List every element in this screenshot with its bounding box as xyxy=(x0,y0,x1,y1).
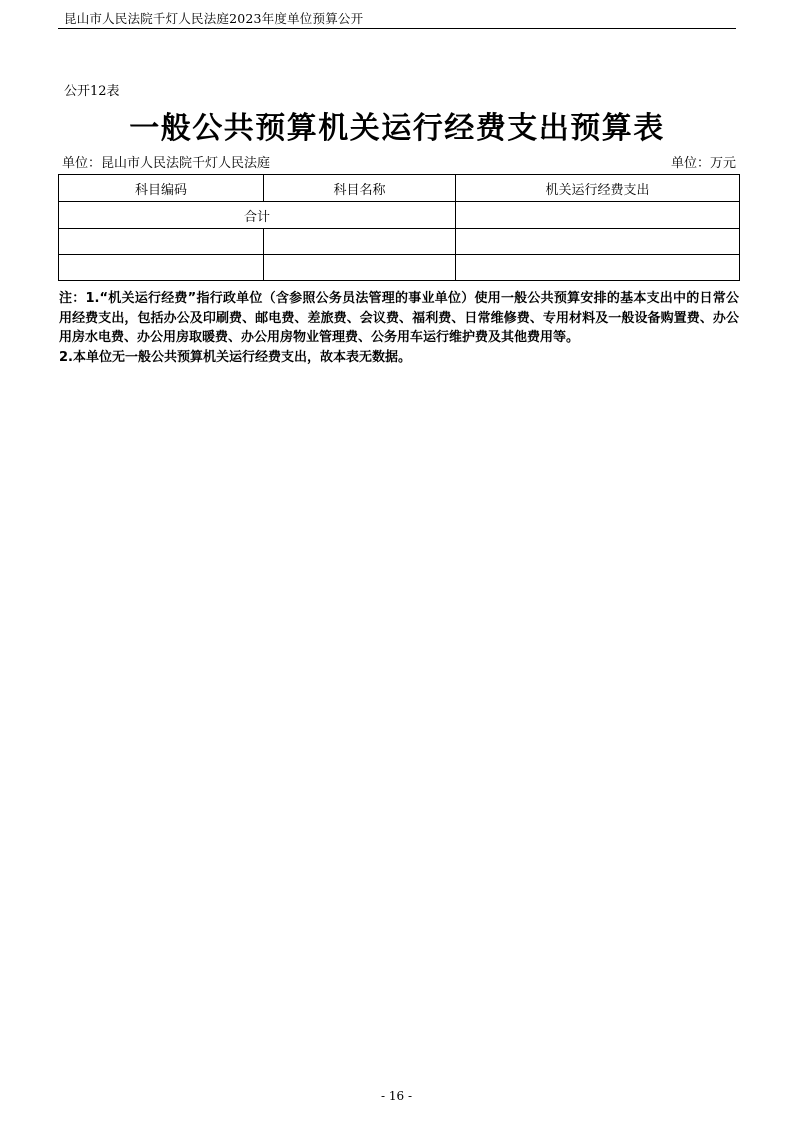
page-number: - 16 - xyxy=(380,1089,412,1103)
note-2: 2.本单位无一般公共预算机关运行经费支出，故本表无数据。 xyxy=(59,349,411,365)
table-row xyxy=(59,229,740,255)
page-title: 一般公共预算机关运行经费支出预算表 xyxy=(129,111,665,146)
table-notes xyxy=(59,289,739,367)
unit-name: 单位：昆山市人民法院千灯人民法庭 xyxy=(62,156,271,171)
table-cell xyxy=(59,229,264,255)
total-value xyxy=(456,202,740,229)
table-cell xyxy=(264,255,456,281)
note-1: 注：1.“机关运行经费”指行政单位（含参照公务员法管理的事业单位）使用一般公共预算安排的基本支出中的日常公用经费支出，包括办公及印刷费、邮电费、差旅费、会议费、福利费、日常维修费、专用材料及一般设备购置费、办公用房水电费、办公用房取暖费、办公用房物业管理费、公务用车运行维护费及其他费用等。 xyxy=(59,291,739,345)
table-number: 公开12表 xyxy=(64,84,120,99)
table-row xyxy=(59,255,740,281)
table-cell xyxy=(456,255,740,281)
table-cell xyxy=(456,229,740,255)
total-label: 合计 xyxy=(59,202,456,229)
table-cell xyxy=(264,229,456,255)
column-header-code: 科目编码 xyxy=(59,175,264,202)
column-header-expense: 机关运行经费支出 xyxy=(456,175,740,202)
amount-unit: 单位：万元 xyxy=(670,156,736,171)
running-header: 昆山市人民法院千灯人民法庭2023年度单位预算公开 xyxy=(64,11,364,26)
header-rule xyxy=(58,28,736,29)
table-cell xyxy=(59,255,264,281)
budget-table xyxy=(58,174,740,281)
table-total-row xyxy=(59,202,740,229)
table-header-row xyxy=(59,175,740,202)
column-header-name: 科目名称 xyxy=(264,175,456,202)
